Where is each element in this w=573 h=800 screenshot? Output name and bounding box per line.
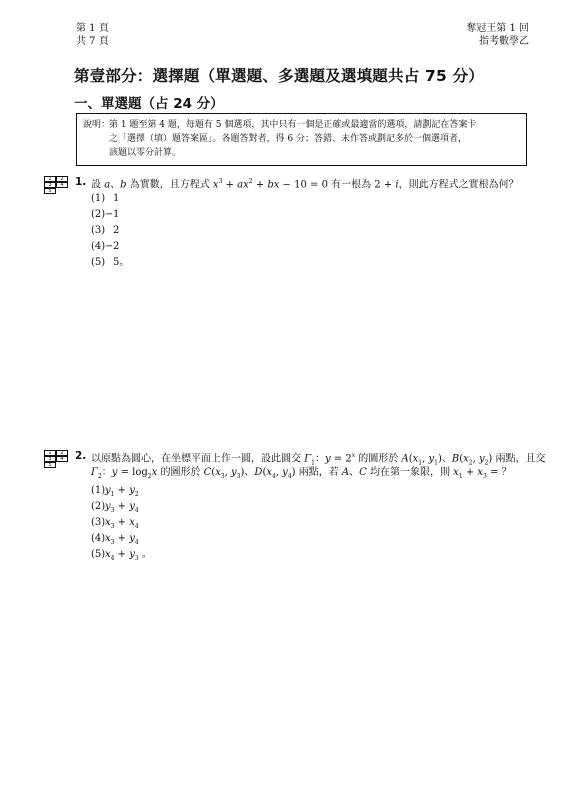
total-pages: 共 7 頁 — [76, 36, 109, 47]
option-2-5: $(5)x_4 + y_3$ 。 — [91, 549, 152, 562]
header-left — [76, 22, 109, 48]
instructions-line-2: 之「選擇（填）題答案區」。各題答對者，得 6 分；答錯、未作答或劃記多於一個選項者， — [109, 134, 467, 144]
grid-cell: 2 — [56, 176, 68, 182]
part-title: 第壹部分：選擇題（單選題、多選題及選填題共占 75 分） — [74, 67, 484, 85]
question-2-text-line-1: 以原點為圓心，在坐標平面上作一圓，設此圓交 $\Gamma_1$：$y = 2^x$ 的圖形於 $A(x_1$, $y_1$)、$B(x_2$, $y_2$) 兩點，且交 — [91, 452, 546, 467]
section-title: 一、單選題（占 24 分） — [74, 96, 224, 112]
option-2-1: $(1)y_1 + y_2$ — [91, 485, 139, 498]
option-1-5: (5) 5。 — [91, 257, 130, 268]
grid-cell: 1 — [44, 176, 56, 182]
instructions-line-3: 該題以零分計算。 — [109, 148, 182, 158]
option-1-3: (3) 2 — [91, 225, 120, 236]
option-1-1: (1) 1 — [91, 193, 120, 204]
grid-cell: 4 — [56, 182, 68, 188]
header-right — [466, 22, 529, 48]
grid-cell: 2 — [56, 450, 68, 456]
grid-cell: 3 — [44, 182, 56, 188]
question-number: 2. — [75, 450, 87, 462]
exam-series: 奪冠王第 1 回 — [466, 23, 529, 34]
grid-cell: 3 — [44, 456, 56, 462]
grid-cell: 5 — [44, 188, 56, 194]
grid-cell: 1 — [44, 450, 56, 456]
answer-grid-q2 — [44, 450, 68, 468]
option-2-4: $(4)x_3 + y_4$ — [91, 533, 139, 546]
exam-subject: 指考數學乙 — [479, 36, 529, 47]
instructions-box — [76, 113, 527, 166]
instructions-line-1: 說明：第 1 題至第 4 題，每題有 5 個選項，其中只有一個是正確或最適當的選項，請劃記在答案卡 — [83, 120, 477, 130]
grid-cell: 4 — [56, 456, 68, 462]
option-1-4: (4)−2 — [91, 241, 120, 252]
instructions-label: 說明： — [83, 120, 111, 130]
question-number: 1. — [75, 176, 87, 188]
page-number: 第 1 頁 — [76, 23, 109, 34]
grid-cell: 5 — [44, 462, 56, 468]
option-1-2: (2)−1 — [91, 209, 120, 220]
option-2-2: $(2)y_3 + y_4$ — [91, 501, 139, 514]
option-2-3: $(3)x_3 + x_4$ — [91, 517, 139, 530]
answer-grid-q1 — [44, 176, 68, 194]
question-2-text-line-2: $\Gamma_2$：$y = \log_2x$ 的圖形於 $C(x_3$, $y_3$)、$D(x_4$, $y_4$) 兩點，若 A、C 均在第一象限，則 $x_1 + x_3$ = ？ — [91, 467, 512, 480]
question-1-text: 設 a、b 為實數，且方程式 $x^3 + ax^2$ + bx − 10 = 0 有一根為 2 + i，則此方程式之實根為何？ — [91, 178, 519, 191]
